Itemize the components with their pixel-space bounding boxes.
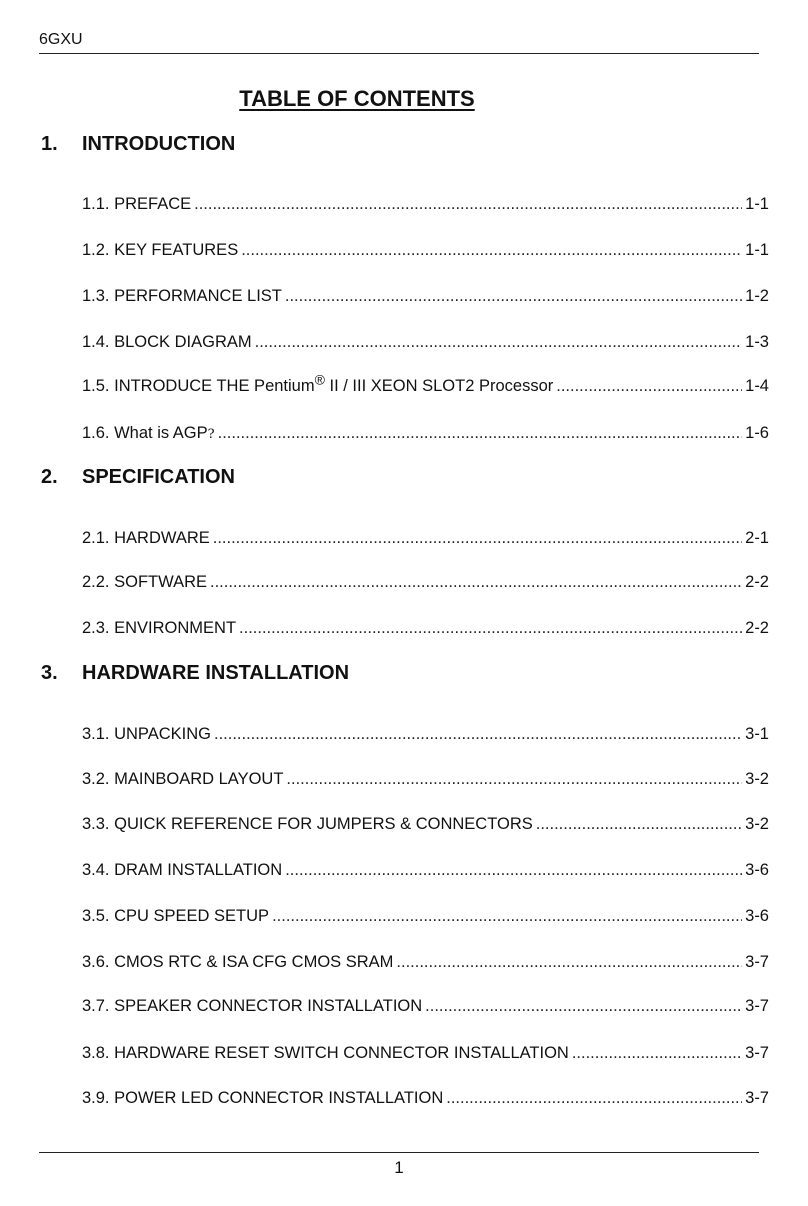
toc-entry-page: 3-2 <box>745 770 769 788</box>
section-title: SPECIFICATION <box>82 466 235 488</box>
toc-entry-text: 2.2. SOFTWARE <box>82 573 207 591</box>
section-title: HARDWARE INSTALLATION <box>82 662 350 684</box>
toc-entry[interactable] <box>82 725 769 744</box>
toc-entry-page: 2-2 <box>745 573 769 591</box>
toc-entry-page: 1-1 <box>745 195 769 213</box>
dot-leader <box>214 725 742 744</box>
toc-entry-text-main: 1.6. What is AGP <box>82 424 208 442</box>
toc-entry[interactable] <box>82 424 769 443</box>
section-title: INTRODUCTION <box>82 133 236 155</box>
dot-leader <box>213 529 742 548</box>
toc-entry-text: 1.3. PERFORMANCE LIST <box>82 287 282 305</box>
question-mark-symbol: ? <box>207 427 215 442</box>
page-number: 1 <box>394 1158 404 1177</box>
toc-entry[interactable] <box>82 770 769 789</box>
toc-entry[interactable] <box>82 907 769 926</box>
registered-symbol: ® <box>314 371 325 388</box>
section-number: 1. <box>41 133 58 155</box>
toc-entry-page: 3-7 <box>745 997 769 1015</box>
dot-leader <box>536 815 742 834</box>
toc-entry-text: 3.5. CPU SPEED SETUP <box>82 907 270 925</box>
toc-entry[interactable] <box>82 861 769 880</box>
toc-entry-text: 1.4. BLOCK DIAGRAM <box>82 333 252 351</box>
toc-entry[interactable] <box>82 997 769 1016</box>
toc-entry-page: 3-6 <box>745 861 769 879</box>
dot-leader <box>218 424 743 443</box>
toc-entry-page: 3-1 <box>745 725 769 743</box>
toc-entry-text: 3.8. HARDWARE RESET SWITCH CONNECTOR INSTALLATION <box>82 1044 569 1062</box>
toc-entry[interactable] <box>82 573 769 592</box>
toc-entry-text <box>82 371 554 396</box>
dot-leader <box>285 861 742 880</box>
toc-entry-text: 2.3. ENVIRONMENT <box>82 619 237 637</box>
toc-entry-page: 3-7 <box>745 1044 769 1062</box>
toc-entry[interactable] <box>82 815 769 834</box>
dot-leader <box>285 287 742 306</box>
section-number: 2. <box>41 466 58 488</box>
toc-entry-text: 3.4. DRAM INSTALLATION <box>82 861 283 879</box>
toc-entry[interactable] <box>82 619 769 638</box>
toc-entry-page: 1-3 <box>745 333 769 351</box>
toc-entry-page: 2-2 <box>745 619 769 637</box>
toc-entry-text: 3.7. SPEAKER CONNECTOR INSTALLATION <box>82 997 423 1015</box>
toc-entry-page: 1-6 <box>745 424 769 442</box>
toc-entry-text: 3.1. UNPACKING <box>82 725 211 743</box>
dot-leader <box>272 907 742 926</box>
section-number: 3. <box>41 662 58 684</box>
dot-leader <box>556 377 742 396</box>
dot-leader <box>446 1089 742 1108</box>
dot-leader <box>210 573 742 592</box>
toc-entry[interactable] <box>82 1089 769 1108</box>
toc-entry-text-before: 1.5. INTRODUCE THE Pentium <box>82 377 315 395</box>
dot-leader <box>396 953 742 972</box>
dot-leader <box>194 195 742 214</box>
toc-entry-page: 3-7 <box>745 1089 769 1107</box>
section-heading-hardware-installation <box>41 662 349 685</box>
section-heading-specification <box>41 466 235 489</box>
toc-entry-text: 3.3. QUICK REFERENCE FOR JUMPERS & CONNECTORS <box>82 815 533 833</box>
toc-entry-text: 1.1. PREFACE <box>82 195 192 213</box>
toc-entry-page: 1-2 <box>745 287 769 305</box>
toc-entry-text <box>82 424 215 443</box>
toc-entry-page: 1-4 <box>745 377 769 395</box>
toc-entry[interactable] <box>82 1044 769 1063</box>
toc-entry-text: 2.1. HARDWARE <box>82 529 210 547</box>
header-divider <box>39 53 759 54</box>
toc-entry-text: 1.2. KEY FEATURES <box>82 241 239 259</box>
section-heading-introduction <box>41 133 235 156</box>
toc-entry[interactable] <box>82 287 769 306</box>
dot-leader <box>572 1044 742 1063</box>
dot-leader <box>239 619 742 638</box>
dot-leader <box>286 770 742 789</box>
dot-leader <box>425 997 742 1016</box>
toc-entry[interactable] <box>82 529 769 548</box>
toc-entry[interactable] <box>82 371 769 396</box>
toc-entry-text: 3.6. CMOS RTC & ISA CFG CMOS SRAM <box>82 953 394 971</box>
dot-leader <box>241 241 742 260</box>
toc-entry-text: 3.9. POWER LED CONNECTOR INSTALLATION <box>82 1089 444 1107</box>
toc-entry-page: 1-1 <box>745 241 769 259</box>
toc-entry-page: 3-7 <box>745 953 769 971</box>
toc-entry[interactable] <box>82 241 769 260</box>
toc-entry-page: 3-6 <box>745 907 769 925</box>
toc-entry[interactable] <box>82 333 769 352</box>
toc-entry[interactable] <box>82 195 769 214</box>
toc-entry-text: 3.2. MAINBOARD LAYOUT <box>82 770 284 788</box>
dot-leader <box>255 333 743 352</box>
toc-entry-text-after: II / III XEON SLOT2 Processor <box>324 377 554 395</box>
toc-title: TABLE OF CONTENTS <box>239 86 475 111</box>
toc-entry-page: 2-1 <box>745 529 769 547</box>
toc-entry[interactable] <box>82 953 769 972</box>
toc-entry-page: 3-2 <box>745 815 769 833</box>
header-model-label: 6GXU <box>39 31 83 48</box>
footer-divider <box>39 1152 759 1153</box>
